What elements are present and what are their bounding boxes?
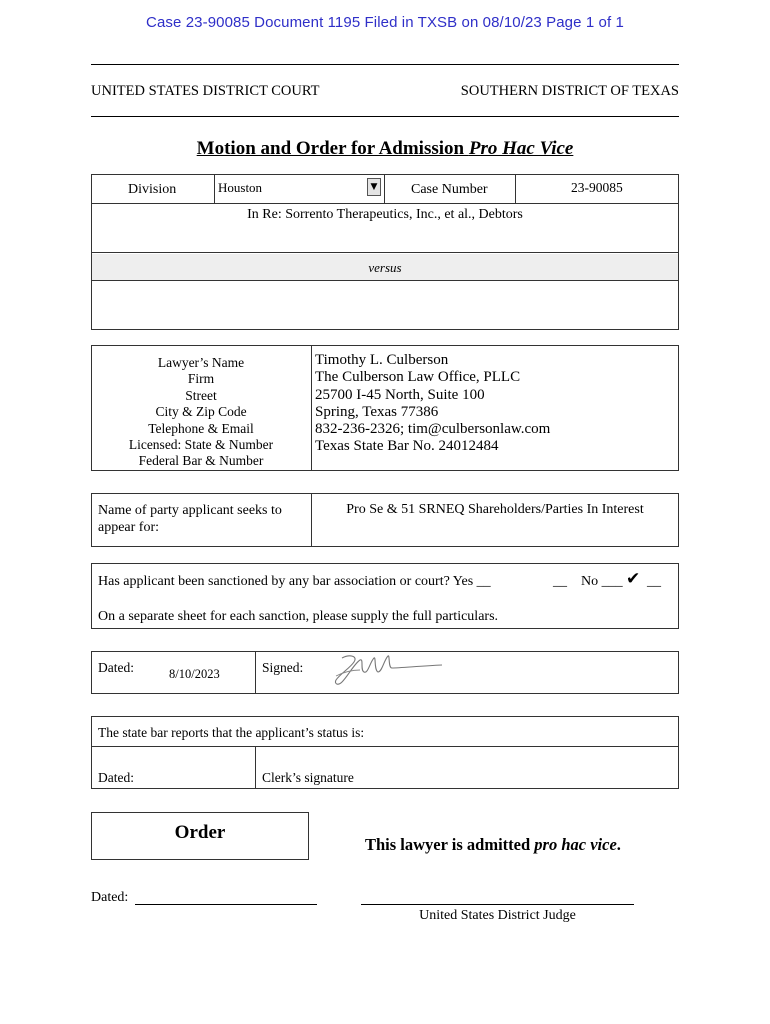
no-blank: __ (647, 574, 661, 589)
filing-stamp: Case 23-90085 Document 1195 Filed in TXSB on 08/10/23 Page 1 of 1 (146, 14, 624, 31)
firm-label: Firm (187, 371, 215, 387)
case-number-value: 23-90085 (571, 180, 623, 195)
case-row-divider (91, 203, 679, 204)
order-date-line (135, 904, 317, 905)
signature-divider (255, 651, 256, 694)
judge-signature-line (361, 904, 634, 905)
licensed-label: Licensed: State & Number (128, 437, 274, 453)
admitted-main: This lawyer is admitted (365, 835, 535, 854)
district-name: SOUTHERN DISTRICT OF TEXAS (460, 83, 679, 99)
bar-status-text: The state bar reports that the applicant’s status is: (98, 725, 365, 740)
title-italic: Pro Hac Vice (468, 138, 574, 159)
versus-label: versus (368, 260, 402, 275)
clerk-signature-label: Clerk’s signature (262, 770, 354, 785)
versus-top-line (91, 252, 679, 253)
signed-label: Signed: (262, 660, 304, 675)
dropdown-divider (384, 174, 385, 203)
checkmark-icon: ✔ (626, 569, 641, 589)
city-zip-value: Spring, Texas 77386 (315, 403, 439, 420)
lawyer-values (315, 352, 550, 456)
street-label: Street (185, 387, 217, 403)
judge-label: United States District Judge (419, 908, 576, 923)
division-select-value[interactable]: Houston (218, 180, 263, 195)
dated-label: Dated: (98, 660, 134, 675)
clerk-divider (255, 746, 256, 789)
firm-value: The Culberson Law Office, PLLC (315, 369, 521, 386)
division-label: Division (128, 182, 177, 197)
admitted-statement (365, 835, 621, 855)
versus-bottom-line (91, 280, 679, 281)
chevron-down-icon[interactable]: ▼ (367, 178, 381, 196)
order-heading: Order (174, 822, 226, 843)
lawyer-divider (311, 345, 312, 471)
bar-number-value: Texas State Bar No. 24012484 (315, 438, 499, 455)
order-dated-label: Dated: (91, 890, 129, 905)
admitted-italic: pro hac vice (534, 835, 617, 854)
city-zip-label: City & Zip Code (155, 404, 247, 420)
dated-value: 8/10/2023 (169, 667, 220, 681)
federal-bar-label: Federal Bar & Number (138, 453, 264, 469)
sanction-note: On a separate sheet for each sanction, please supply the full particulars. (98, 609, 499, 624)
case-number-divider (515, 174, 516, 203)
party-label-line1: Name of party applicant seeks to (98, 503, 282, 518)
case-number-label: Case Number (411, 182, 488, 197)
admitted-end: . (616, 835, 621, 854)
in-re-text: In Re: Sorrento Therapeutics, Inc., et al., Debtors (247, 207, 523, 222)
phone-email-value: 832-236-2326; tim@culbersonlaw.com (315, 421, 551, 438)
lawyer-name-value: Timothy L. Culberson (315, 352, 449, 368)
party-value: Pro Se & 51 SRNEQ Shareholders/Parties In Interest (346, 502, 644, 517)
lawyer-name-label: Lawyer’s Name (157, 355, 245, 370)
court-name: UNITED STATES DISTRICT COURT (91, 83, 320, 99)
phone-email-label: Telephone & Email (148, 420, 254, 436)
sanction-question: Has applicant been sanctioned by any bar association or court? Yes __ (98, 574, 491, 589)
title-main: Motion and Order for Admission (196, 138, 469, 159)
division-divider (214, 174, 215, 203)
top-rule (91, 64, 679, 65)
lawyer-labels (92, 355, 310, 470)
party-label-line2: appear for: (98, 520, 160, 535)
yes-blank: __ (553, 574, 567, 589)
no-label: No ___ (581, 574, 623, 589)
clerk-dated-label: Dated: (98, 770, 134, 785)
bottom-rule (91, 116, 679, 117)
clerk-row-divider (91, 746, 679, 747)
street-value: 25700 I-45 North, Suite 100 (315, 386, 485, 403)
handwritten-signature (330, 650, 450, 690)
page-title (0, 138, 770, 160)
